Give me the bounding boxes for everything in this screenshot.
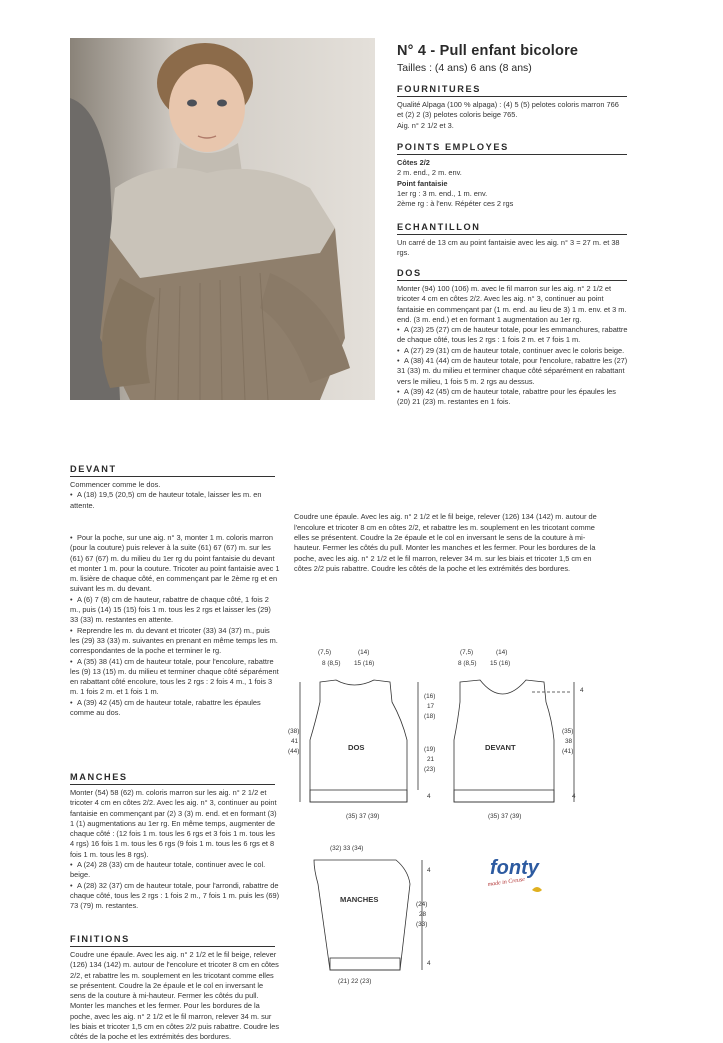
svg-text:4: 4	[572, 793, 576, 800]
sweater-photo	[70, 38, 375, 400]
svg-text:28: 28	[419, 911, 427, 918]
devant-intro: Commencer comme le dos.	[70, 480, 161, 489]
logo-tagline: made in Creuse	[487, 876, 526, 888]
poche-step: • A (35) 38 (41) cm de hauteur totale, pour l'encolure, rabattre les (9) 13 (15) m. du milieu et terminer chaque côté séparément en rabattant côté encolure, tous les 2 rgs : 2 fois 4 m., 1 fois 3 m. 1 fois 2 m. et 1 fois 1 m.	[70, 656, 279, 697]
svg-text:(41): (41)	[562, 748, 574, 755]
logo-name: fonty	[490, 857, 539, 879]
svg-text:4: 4	[427, 793, 431, 800]
svg-text:41: 41	[291, 738, 299, 745]
echantillon-heading: ECHANTILLON	[397, 222, 627, 235]
svg-text:15 (16): 15 (16)	[490, 660, 511, 667]
devant-outline	[454, 680, 554, 802]
dos-width: (35) 37 (39)	[346, 813, 380, 820]
dos-shoulder-bot: 8 (8,5)	[322, 660, 341, 667]
cotes-text: 2 m. end., 2 m. env.	[397, 168, 462, 178]
svg-text:8 (8,5): 8 (8,5)	[458, 660, 477, 667]
manches-label: MANCHES	[340, 895, 379, 904]
echantillon-text: Un carré de 13 cm au point fantaisie avec les aig. n° 3 = 27 m. et 38 rgs.	[397, 238, 620, 258]
svg-text:(44): (44)	[288, 748, 300, 755]
manches-intro: Monter (54) 58 (62) m. coloris marron sur les aig. n° 2 1/2 et tricoter 4 cm en côtes 2/2. Avec les aig. n° 3, continuer au point fantaisie en commençant par (2) 3 (3) m. end. et en formant (3) 1 (1) augmentations au 1er rg. En même temps, augmenter de chaque côté : (12 fois 1 m. tous les 6 rgs et 3 fois 1 m. tous les 4 rgs) 16 fois 1 m. tous les 6 rgs (9 fois 1 m. tous les 6 rgs et 8 fois 1 m. tous les 8 rgs).	[70, 788, 277, 859]
dos-label: DOS	[348, 743, 365, 752]
poche-step: • Reprendre les m. du devant et tricoter (33) 34 (37) m., puis les (29) 33 (33) m. suivantes en prenant en même temps les m. correspondantes de la poche et terminer le rg.	[70, 625, 278, 656]
dos-rib	[310, 790, 407, 802]
dos-diagram	[288, 649, 435, 820]
points-text	[397, 158, 627, 209]
fonty-logo	[482, 850, 552, 905]
svg-text:(16): (16)	[424, 693, 436, 700]
dos-neck-bot: 15 (16)	[354, 660, 375, 667]
svg-text:(38): (38)	[288, 728, 300, 735]
devant-width: (35) 37 (39)	[488, 813, 522, 820]
svg-text:(24): (24)	[416, 901, 428, 908]
finitions-text-right: Coudre une épaule. Avec les aig. n° 2 1/2 et le fil beige, relever (126) 134 (142) m. autour de l'encolure et tricoter 8 cm en côtes 2/2, et rabattre les m. souplement en les tricotant comme elles se présentent. Coudre la 2e épaule et le col en inversant le sens de la couture à mi-hauteur. Fermer les côtés du pull. Monter les manches et les fermer. Pour les bordures de la poche, avec les aig. n° 2 1/2 et le fil marron, relever 34 m. sur les biais et tricoter 1,5 cm en côtes 2/2 puis rabattre. Coudre les côtés de la poche et les extrémités des bordures.	[294, 512, 597, 573]
dos-step: • A (27) 29 (31) cm de hauteur totale, continuer avec le coloris beige.	[397, 345, 625, 355]
svg-text:17: 17	[427, 703, 435, 710]
devant-rib	[454, 790, 554, 802]
dos-outline	[310, 680, 407, 802]
fournitures-line: Qualité Alpaga (100 % alpaga) : (4) 5 (5) pelotes coloris marron 766 et (2) 2 (3) pelotes coloris beige 765.	[397, 100, 619, 120]
svg-text:(21) 22 (23): (21) 22 (23)	[338, 978, 372, 985]
manches-outline	[314, 860, 410, 970]
sizes-line: Tailles : (4 ans) 6 ans (8 ans)	[397, 62, 532, 74]
devant-label: DEVANT	[485, 743, 516, 752]
dos-shoulder-top: (7,5)	[318, 649, 332, 656]
svg-text:(19): (19)	[424, 746, 436, 753]
logo-bird-icon	[532, 887, 542, 892]
fournitures-text	[397, 100, 627, 131]
finitions-heading: FINITIONS	[70, 934, 275, 947]
svg-text:(7,5): (7,5)	[460, 649, 474, 656]
dos-step: • A (39) 42 (45) cm de hauteur totale, rabattre pour les épaules les (20) 21 (23) m. restantes en 1 fois.	[397, 386, 616, 407]
svg-text:(23): (23)	[424, 766, 436, 773]
finitions-text-left: Coudre une épaule. Avec les aig. n° 2 1/2 et le fil beige, relever (126) 134 (142) m. autour de l'encolure et tricoter 8 cm en côtes 2/2, et rabattre les m. souplement en les tricotant comme elles se présentent. Coudre la 2e épaule et le col en inversant le sens de la couture à mi-hauteur. Fermer les côtés du pull. Monter les manches et les fermer. Pour les bordures de la poche, avec les aig. n° 2 1/2 et le fil marron, relever 34 m. sur les biais et tricoter 1,5 cm en côtes 2/2 puis rabattre. Coudre les côtés de la poche et les extrémités des bordures.	[70, 950, 280, 1042]
poche-step: • A (39) 42 (45) cm de hauteur totale, rabattre les épaules comme au dos.	[70, 697, 261, 718]
fantaisie-line2: 2ème rg : à l'env. Répéter ces 2 rgs	[397, 199, 514, 209]
svg-text:(32) 33 (34): (32) 33 (34)	[330, 845, 364, 852]
svg-text:4: 4	[427, 960, 431, 967]
dos-text	[397, 284, 630, 408]
dos-step: • A (23) 25 (27) cm de hauteur totale, pour les emmanchures, rabattre de chaque côté, tous les 2 rgs : 1 fois 2 m. et 7 fois 1 m.	[397, 325, 628, 345]
manches-heading: MANCHES	[70, 772, 275, 785]
manches-diagram	[300, 840, 460, 990]
devant-diagram	[454, 649, 584, 820]
manches-text	[70, 788, 280, 912]
poche-step: • Pour la poche, sur une aig. n° 3, monter 1 m. coloris marron (pour la couture) puis relever à la suite (61) 67 (67) m. sur les (61) 67 (67) m. du milieu du 1er rg du point fantaisie du devant et monter 1 m. pour la couture. Tricoter au point fantaisie avec 1 m. lisière de chaque côté, en commençant par le 2ème rg et en suivant les m. du devant.	[70, 533, 280, 594]
cotes-title: Côtes 2/2	[397, 158, 430, 167]
poche-step: • A (6) 7 (8) cm de hauteur, rabattre de chaque côté, 1 fois 2 m., puis (14) 15 (15) fois 1 m. tous les 2 rgs et laisser les (29) 33 (33) m. restantes en attente.	[70, 594, 271, 625]
svg-text:(14): (14)	[496, 649, 508, 656]
fournitures-line: Aig. n° 2 1/2 et 3.	[397, 120, 454, 130]
svg-text:(18): (18)	[424, 713, 436, 720]
svg-text:4: 4	[580, 687, 584, 694]
dos-heading: DOS	[397, 268, 627, 281]
fournitures-heading: FOURNITURES	[397, 84, 627, 97]
svg-text:4: 4	[427, 867, 431, 874]
devant-text	[70, 480, 280, 511]
child-sweater-illustration	[70, 38, 375, 400]
devant-heading: DEVANT	[70, 464, 275, 477]
dos-neck-top: (14)	[358, 649, 370, 656]
svg-text:(35): (35)	[562, 728, 574, 735]
manches-step: • A (28) 32 (37) cm de hauteur totale, pour l'arrondi, rabattre de chaque côté, tous les 2 rgs : 1 fois 2 m., 7 fois 1 m. puis les (69) 73 (79) m. restantes.	[70, 880, 280, 911]
points-heading: POINTS EMPLOYES	[397, 142, 627, 155]
devant-step: • A (18) 19,5 (20,5) cm de hauteur totale, laisser les m. en attente.	[70, 490, 262, 510]
pattern-title: N° 4 - Pull enfant bicolore	[397, 43, 579, 59]
fantaisie-line1: 1er rg : 3 m. end., 1 m. env.	[397, 188, 488, 198]
fantaisie-title: Point fantaisie	[397, 178, 448, 188]
svg-text:38: 38	[565, 738, 573, 745]
dos-step: • A (38) 41 (44) cm de hauteur totale, pour l'encolure, rabattre les (27) 31 (33) m. du milieu et terminer chaque côté séparément en rabattant vers le milieu, 1 fois 5 m. 2 rgs au dessus.	[397, 356, 628, 386]
svg-text:21: 21	[427, 756, 435, 763]
poche-text	[70, 533, 280, 718]
manches-rib	[330, 958, 400, 970]
dos-intro: Monter (94) 100 (106) m. avec le fil marron sur les aig. n° 2 1/2 et tricoter 4 cm en côtes 2/2. Avec les aig. n° 3, continuer au point fantaisie en commençant par (1 m. end. au lieu de 3) 1 m. env. et 3 m. end. (3 m. end.) et en formant 1 augmentation au 1er rg.	[397, 284, 627, 324]
svg-text:(33): (33)	[416, 921, 428, 928]
pattern-diagrams	[282, 640, 612, 840]
manches-step: • A (24) 28 (33) cm de hauteur totale, continuer avec le col. beige.	[70, 860, 266, 880]
